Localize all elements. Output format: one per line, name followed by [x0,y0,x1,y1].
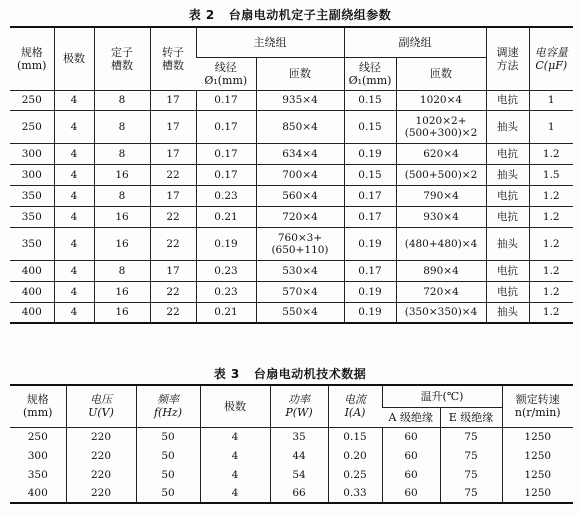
cell-main-wire-dia: 0.17 [196,110,256,143]
cell-spec: 250 [27,430,48,443]
table-row [10,465,573,484]
cell-temp-e-class: 75 [440,465,502,484]
table-row [10,484,573,503]
cell-aux-wire-dia: 0.17 [344,185,396,206]
cell-speed-method: 电抗 [486,206,529,227]
cell-main-turns: 935×4 [256,90,344,110]
cell-aux-turns: (350×350)×4 [396,302,486,323]
cell-aux-turns: 790×4 [396,185,486,206]
cell-aux-turns: 720×4 [396,281,486,302]
table-row [10,206,573,227]
cell-rotor-slots: 17 [150,143,196,164]
cell-stator-slots: 8 [94,143,150,164]
header-rotor-slots: 转子 槽数 [150,27,196,90]
cell-stator-slots: 16 [94,281,150,302]
cell-frequency: 50 [136,427,200,446]
cell-capacitance: 1 [529,90,573,110]
header-frequency: 频率 f(Hz) [136,385,200,427]
cell-aux-wire-dia: 0.19 [344,143,396,164]
cell-speed-method: 抽头 [486,302,529,323]
cell-rated-speed: 1250 [502,427,573,446]
cell-stator-slots: 16 [94,302,150,323]
table-row [10,110,573,143]
header-temp-rise: 温升(℃) [382,385,502,407]
cell-temp-a-class: 60 [382,465,440,484]
cell-spec: 300 [27,449,48,462]
cell-aux-turns: 890×4 [396,260,486,281]
cell-stator-slots: 8 [94,110,150,143]
cell-spec: 400 [10,302,54,323]
cell-temp-a-class: 60 [382,484,440,503]
cell-aux-turns: (500+500)×2 [396,164,486,185]
cell-rotor-slots: 22 [150,206,196,227]
cell-spec: 400 [10,484,66,503]
cell-aux-wire-dia: 0.15 [344,164,396,185]
cell-voltage: 220 [66,446,136,465]
cell-main-turns: 720×4 [256,206,344,227]
cell-poles: 4 [200,484,270,503]
cell-poles: 4 [54,143,94,164]
cell-main-wire-dia: 0.17 [196,164,256,185]
cell-poles: 4 [54,302,94,323]
cell-aux-wire-dia: 0.17 [344,206,396,227]
cell-speed-method: 抽头 [486,227,529,260]
cell-main-wire-dia: 0.21 [196,302,256,323]
cell-main-wire-dia: 0.21 [196,206,256,227]
cell-capacitance: 1.2 [529,302,573,323]
header-capacitance: 电容量 C(μF) [529,27,573,90]
cell-spec: 400 [10,260,54,281]
cell-aux-wire-dia: 0.17 [344,260,396,281]
cell-main-turns: 700×4 [256,164,344,185]
cell-frequency: 50 [136,465,200,484]
cell-main-turns: 550×4 [256,302,344,323]
cell-capacitance: 1.2 [529,185,573,206]
cell-voltage: 220 [66,427,136,446]
cell-frequency: 50 [136,484,200,503]
cell-stator-slots: 16 [94,164,150,185]
table3 [10,384,573,504]
cell-stator-slots: 16 [94,206,150,227]
cell-aux-turns: 1020×2+ (500+300)×2 [396,110,486,143]
cell-rotor-slots: 22 [150,281,196,302]
cell-speed-method: 电抗 [486,143,529,164]
table3-caption [0,365,580,382]
cell-main-wire-dia: 0.19 [196,227,256,260]
cell-rotor-slots: 17 [150,260,196,281]
cell-power: 54 [270,465,328,484]
header-spec: 规格 (mm) [10,27,54,90]
header-aux-wire-dia: 线径 Ø₁(mm) [344,57,396,90]
cell-poles: 4 [54,164,94,185]
cell-aux-wire-dia: 0.19 [344,227,396,260]
cell-frequency: 50 [136,446,200,465]
header-spec: 规格 (mm) [10,385,66,427]
cell-poles: 4 [54,281,94,302]
cell-stator-slots: 8 [94,90,150,110]
cell-capacitance: 1.2 [529,206,573,227]
cell-capacitance: 1.2 [529,260,573,281]
cell-speed-method: 电抗 [486,260,529,281]
cell-aux-wire-dia: 0.15 [344,110,396,143]
cell-main-wire-dia: 0.23 [196,185,256,206]
cell-current: 0.25 [328,465,382,484]
table2 [10,26,573,324]
cell-stator-slots: 16 [94,227,150,260]
table-row [10,302,573,323]
cell-rotor-slots: 17 [150,110,196,143]
cell-spec: 250 [10,90,54,110]
cell-speed-method: 电抗 [486,281,529,302]
cell-aux-wire-dia: 0.19 [344,281,396,302]
cell-main-wire-dia: 0.17 [196,90,256,110]
cell-spec: 350 [10,227,54,260]
cell-speed-method: 电抗 [486,185,529,206]
cell-main-turns: 760×3+ (650+110) [256,227,344,260]
header-e-class: E 级绝缘 [440,407,502,427]
cell-main-turns: 850×4 [256,110,344,143]
cell-poles: 4 [54,90,94,110]
cell-aux-turns: (480+480)×4 [396,227,486,260]
header-poles: 极数 [54,27,94,90]
header-main-winding: 主绕组 [196,27,344,57]
cell-main-turns: 560×4 [256,185,344,206]
cell-spec: 300 [10,143,54,164]
cell-poles: 4 [54,206,94,227]
header-stator-slots: 定子 槽数 [94,27,150,90]
cell-stator-slots: 8 [94,185,150,206]
table-row [10,427,573,446]
table3-caption-title: 台扇电动机技术数据 [253,367,367,381]
header-a-class: A 级绝缘 [382,407,440,427]
cell-rotor-slots: 22 [150,164,196,185]
cell-temp-e-class: 75 [440,427,502,446]
cell-main-wire-dia: 0.23 [196,260,256,281]
cell-power: 66 [270,484,328,503]
cell-temp-e-class: 75 [440,446,502,465]
header-current: 电流 I(A) [328,385,382,427]
cell-main-turns: 634×4 [256,143,344,164]
cell-aux-turns: 1020×4 [396,90,486,110]
header-aux-turns: 匝数 [396,57,486,90]
header-rated-speed: 额定转速 n(r/min) [502,385,573,427]
cell-spec: 400 [10,281,54,302]
cell-rotor-slots: 17 [150,90,196,110]
cell-aux-wire-dia: 0.19 [344,302,396,323]
header-aux-winding: 副绕组 [344,27,486,57]
cell-spec: 250 [10,110,54,143]
cell-temp-a-class: 60 [382,427,440,446]
cell-capacitance: 1.2 [529,281,573,302]
cell-spec: 300 [10,164,54,185]
cell-poles: 4 [200,427,270,446]
cell-voltage: 220 [66,484,136,503]
cell-stator-slots: 8 [94,260,150,281]
table-row [10,227,573,260]
cell-poles: 4 [54,185,94,206]
cell-speed-method: 电抗 [486,90,529,110]
table-row [10,281,573,302]
cell-rated-speed: 1250 [502,465,573,484]
cell-speed-method: 抽头 [486,164,529,185]
cell-aux-turns: 930×4 [396,206,486,227]
header-speed-method: 调速 方法 [486,27,529,90]
cell-main-turns: 570×4 [256,281,344,302]
table2-caption-number: 表 2 [188,8,215,22]
table-row [10,185,573,206]
cell-spec: 350 [10,185,54,206]
cell-rotor-slots: 22 [150,227,196,260]
header-voltage: 电压 U(V) [66,385,136,427]
table2-caption [0,6,580,23]
header-main-turns: 匝数 [256,57,344,90]
cell-temp-e-class: 75 [440,484,502,503]
cell-capacitance: 1 [529,110,573,143]
cell-spec: 350 [10,206,54,227]
table-row [10,164,573,185]
cell-poles: 4 [54,227,94,260]
cell-power: 44 [270,446,328,465]
cell-capacitance: 1.2 [529,227,573,260]
cell-temp-a-class: 60 [382,446,440,465]
header-main-wire-dia: 线径 Ø₁(mm) [196,57,256,90]
cell-rated-speed: 1250 [502,484,573,503]
cell-poles: 4 [54,110,94,143]
cell-capacitance: 1.5 [529,164,573,185]
cell-main-wire-dia: 0.23 [196,281,256,302]
cell-current: 0.33 [328,484,382,503]
cell-poles: 4 [200,446,270,465]
cell-aux-wire-dia: 0.15 [344,90,396,110]
cell-main-turns: 530×4 [256,260,344,281]
cell-rotor-slots: 22 [150,302,196,323]
table-row [10,90,573,110]
cell-aux-turns: 620×4 [396,143,486,164]
cell-poles: 4 [54,260,94,281]
cell-rated-speed: 1250 [502,446,573,465]
table-row [10,260,573,281]
cell-rotor-slots: 17 [150,185,196,206]
cell-current: 0.20 [328,446,382,465]
table-row [10,143,573,164]
cell-current: 0.15 [328,427,382,446]
header-power: 功率 P(W) [270,385,328,427]
cell-speed-method: 抽头 [486,110,529,143]
cell-capacitance: 1.2 [529,143,573,164]
table-row [10,446,573,465]
cell-voltage: 220 [66,465,136,484]
cell-poles: 4 [200,465,270,484]
header-poles: 极数 [200,385,270,427]
cell-main-wire-dia: 0.17 [196,143,256,164]
table2-caption-title: 台扇电动机定子主副绕组参数 [228,8,392,22]
cell-spec: 350 [27,468,48,481]
cell-power: 35 [270,427,328,446]
table3-caption-number: 表 3 [213,367,240,381]
